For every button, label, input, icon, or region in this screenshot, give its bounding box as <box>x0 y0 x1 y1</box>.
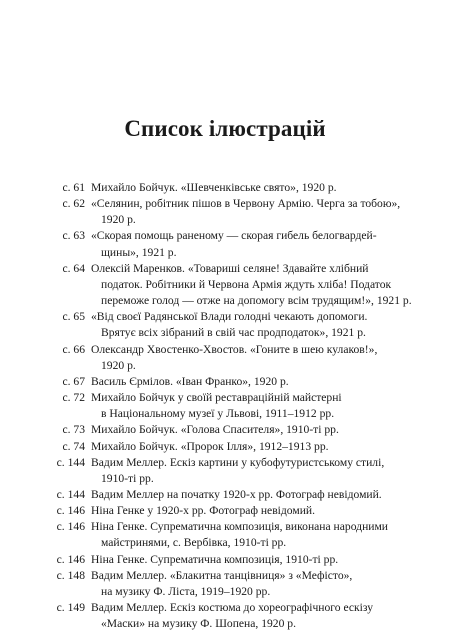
page-reference: с. 63 <box>62 229 85 243</box>
caption-line: «Скорая помощь раненому — скорая гибель белогвардей- <box>91 229 377 243</box>
caption-line: «Від своєї Радянської Влади голодні чекають допомоги. <box>91 310 368 324</box>
caption-line: Василь Єрмілов. «Іван Франко», 1920 р. <box>91 374 289 388</box>
caption-line: Вадим Меллер. Ескіз картини у кубофутуристському стилі, <box>91 455 385 469</box>
caption-line: Ніна Генке. Супрематична композиція, виконана народними <box>91 520 389 534</box>
list-item <box>20 390 440 422</box>
caption-line: Вадим Меллер. «Блакитна танцівниця» з «Мефісто», <box>91 568 353 582</box>
page-reference: с. 61 <box>62 181 85 194</box>
list-item <box>20 422 440 438</box>
caption-line: «Маски» на музику Ф. Шопена, 1920 р. <box>101 617 296 631</box>
caption-line: Ніна Генке у 1920-х рр. Фотограф невідомий. <box>91 504 316 518</box>
page-reference: с. 62 <box>62 197 85 211</box>
page-title: Список ілюстрацій <box>124 116 326 141</box>
caption-line: Олександр Хвостенко-Хвостов. «Гоните в шею кулаков!», <box>91 342 378 356</box>
list-item <box>20 455 440 487</box>
caption-line: 1920 р. <box>101 358 136 372</box>
caption-line: Ніна Генке. Супрематична композиція, 1910-ті рр. <box>91 552 339 566</box>
caption-line: Олексій Маренков. «Товариші селяне! Здавайте хлібний <box>91 261 369 275</box>
page-reference: с. 73 <box>62 423 85 437</box>
list-item <box>20 439 440 455</box>
caption-line: щины», 1921 р. <box>101 245 177 259</box>
page-reference: с. 144 <box>56 455 85 469</box>
page-reference: с. 64 <box>62 261 85 275</box>
caption-line: 1920 р. <box>101 213 136 227</box>
caption-line: Михайло Бойчук. «Шевченківське свято», 1920 р. <box>91 181 337 194</box>
list-item <box>20 568 440 600</box>
caption-line: майстринями, с. Вербівка, 1910-ті рр. <box>101 536 287 550</box>
list-item <box>20 342 440 374</box>
list-item <box>20 503 440 519</box>
page-reference: с. 146 <box>56 504 85 518</box>
illustration-caption <box>85 439 440 455</box>
illustration-caption <box>85 180 440 196</box>
illustration-caption <box>85 342 440 374</box>
illustration-caption <box>85 390 440 422</box>
list-item <box>20 487 440 503</box>
illustration-caption <box>85 455 440 487</box>
list-item <box>20 519 440 551</box>
caption-line: Вадим Меллер на початку 1920-х рр. Фотограф невідомий. <box>91 487 382 501</box>
page-reference: с. 74 <box>62 439 85 453</box>
illustration-caption <box>85 228 440 260</box>
list-item <box>20 196 440 228</box>
list-item <box>20 552 440 568</box>
illustration-caption <box>85 196 440 228</box>
caption-line: в Національному музеї у Львові, 1911–1912 рр. <box>101 407 335 421</box>
list-item <box>20 374 440 390</box>
list-item <box>20 309 440 341</box>
caption-line: «Селянин, робітник пішов в Червону Армію. Черга за тобою», <box>91 197 401 211</box>
caption-line: Врятує всіх зібраний в свій час продподаток», 1921 р. <box>101 326 366 340</box>
illustration-caption <box>85 261 440 309</box>
page-reference: с. 66 <box>62 342 85 356</box>
list-item <box>20 180 440 196</box>
page-reference: с. 146 <box>56 520 85 534</box>
illustration-caption <box>85 552 440 568</box>
illustration-caption <box>85 600 440 632</box>
illustration-list <box>20 180 440 632</box>
caption-line: Михайло Бойчук. «Пророк Ілля», 1912–1913 рр. <box>91 439 329 453</box>
caption-line: Михайло Бойчук. «Голова Спасителя», 1910-ті рр. <box>91 423 339 437</box>
illustration-caption <box>85 487 440 503</box>
page-reference: с. 144 <box>56 487 85 501</box>
illustration-caption <box>85 374 440 390</box>
illustration-caption <box>85 309 440 341</box>
illustration-caption <box>85 422 440 438</box>
list-item <box>20 228 440 260</box>
illustration-caption <box>85 568 440 600</box>
caption-line: переможе голод — отже на допомогу всім трудящим!», 1921 р. <box>101 294 412 308</box>
illustration-caption <box>85 503 440 519</box>
page-reference: с. 72 <box>62 391 85 405</box>
illustration-caption <box>85 519 440 551</box>
page-reference: с. 149 <box>56 601 85 615</box>
caption-line: податок. Робітники й Червона Армія ждуть хліба! Податок <box>101 277 392 291</box>
page-reference: с. 67 <box>62 374 85 388</box>
caption-line: на музику Ф. Ліста, 1919–1920 рр. <box>101 584 271 598</box>
list-item <box>20 600 440 632</box>
page-reference: с. 146 <box>56 552 85 566</box>
list-item <box>20 261 440 309</box>
caption-line: 1910-ті рр. <box>101 471 154 485</box>
page-reference: с. 148 <box>56 568 85 582</box>
caption-line: Михайло Бойчук у своїй реставраційній майстерні <box>91 391 342 405</box>
page-reference: с. 65 <box>62 310 85 324</box>
caption-line: Вадим Меллер. Ескіз костюма до хореографічного ескізу <box>91 601 374 615</box>
